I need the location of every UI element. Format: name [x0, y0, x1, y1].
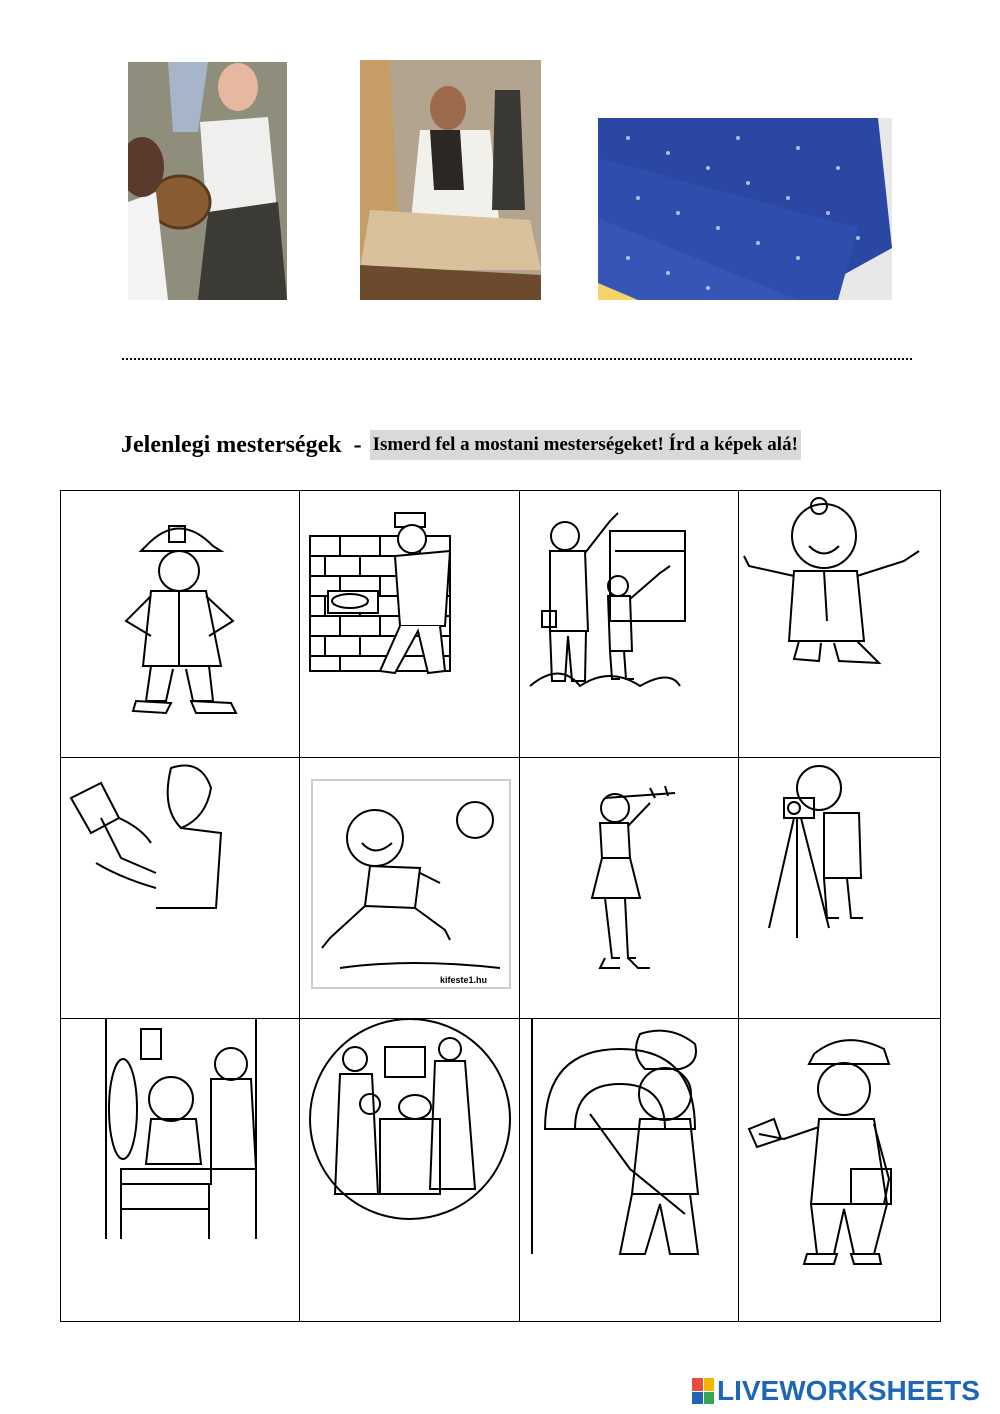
postman-drawing	[739, 1019, 941, 1321]
footballer-caption: kifeste1.hu	[440, 975, 488, 985]
cell-postman[interactable]	[739, 1019, 941, 1322]
firefighter-drawing	[61, 491, 300, 757]
cell-baker[interactable]	[520, 1019, 739, 1322]
liveworksheets-badge-icon	[692, 1378, 714, 1404]
answer-dotted-line[interactable]	[122, 358, 912, 360]
hairdresser-drawing	[61, 1019, 300, 1321]
instruction-text: Ismerd fel a mostani mesterségeket! Írd a képek alá!	[370, 430, 801, 460]
basket-weaver-photo	[128, 62, 287, 300]
blue-dyed-fabric-photo	[598, 118, 892, 300]
photographer-drawing	[739, 758, 941, 1018]
cell-waitress[interactable]	[520, 758, 739, 1019]
liveworksheets-wordmark: LIVEWORKSHEETS	[717, 1375, 980, 1406]
cell-painters[interactable]	[520, 491, 739, 758]
cell-hairdresser[interactable]	[61, 1019, 300, 1322]
cell-doctor[interactable]	[739, 491, 941, 758]
section-title: Jelenlegi mesterségek	[121, 431, 342, 458]
waitress-drawing	[520, 758, 739, 1018]
cell-footballer[interactable]	[300, 758, 520, 1019]
cell-bricklayer[interactable]	[300, 491, 520, 758]
cell-firefighter[interactable]	[61, 491, 300, 758]
cell-photographer[interactable]	[739, 758, 941, 1019]
doctor-drawing	[739, 491, 941, 757]
title-dash: -	[353, 431, 362, 458]
footballer-drawing	[300, 758, 520, 1018]
cell-veterinarian[interactable]	[300, 1019, 520, 1322]
cell-nurse[interactable]	[61, 758, 300, 1019]
nurse-drawing	[61, 758, 300, 1018]
section-heading	[121, 428, 801, 462]
liveworksheets-logo	[692, 1376, 980, 1406]
wood-carver-photo	[360, 60, 541, 300]
veterinarian-drawing	[300, 1019, 520, 1321]
baker-drawing	[520, 1019, 739, 1321]
bricklayer-drawing	[300, 491, 520, 757]
painters-drawing	[520, 491, 739, 757]
professions-grid	[60, 490, 941, 1322]
